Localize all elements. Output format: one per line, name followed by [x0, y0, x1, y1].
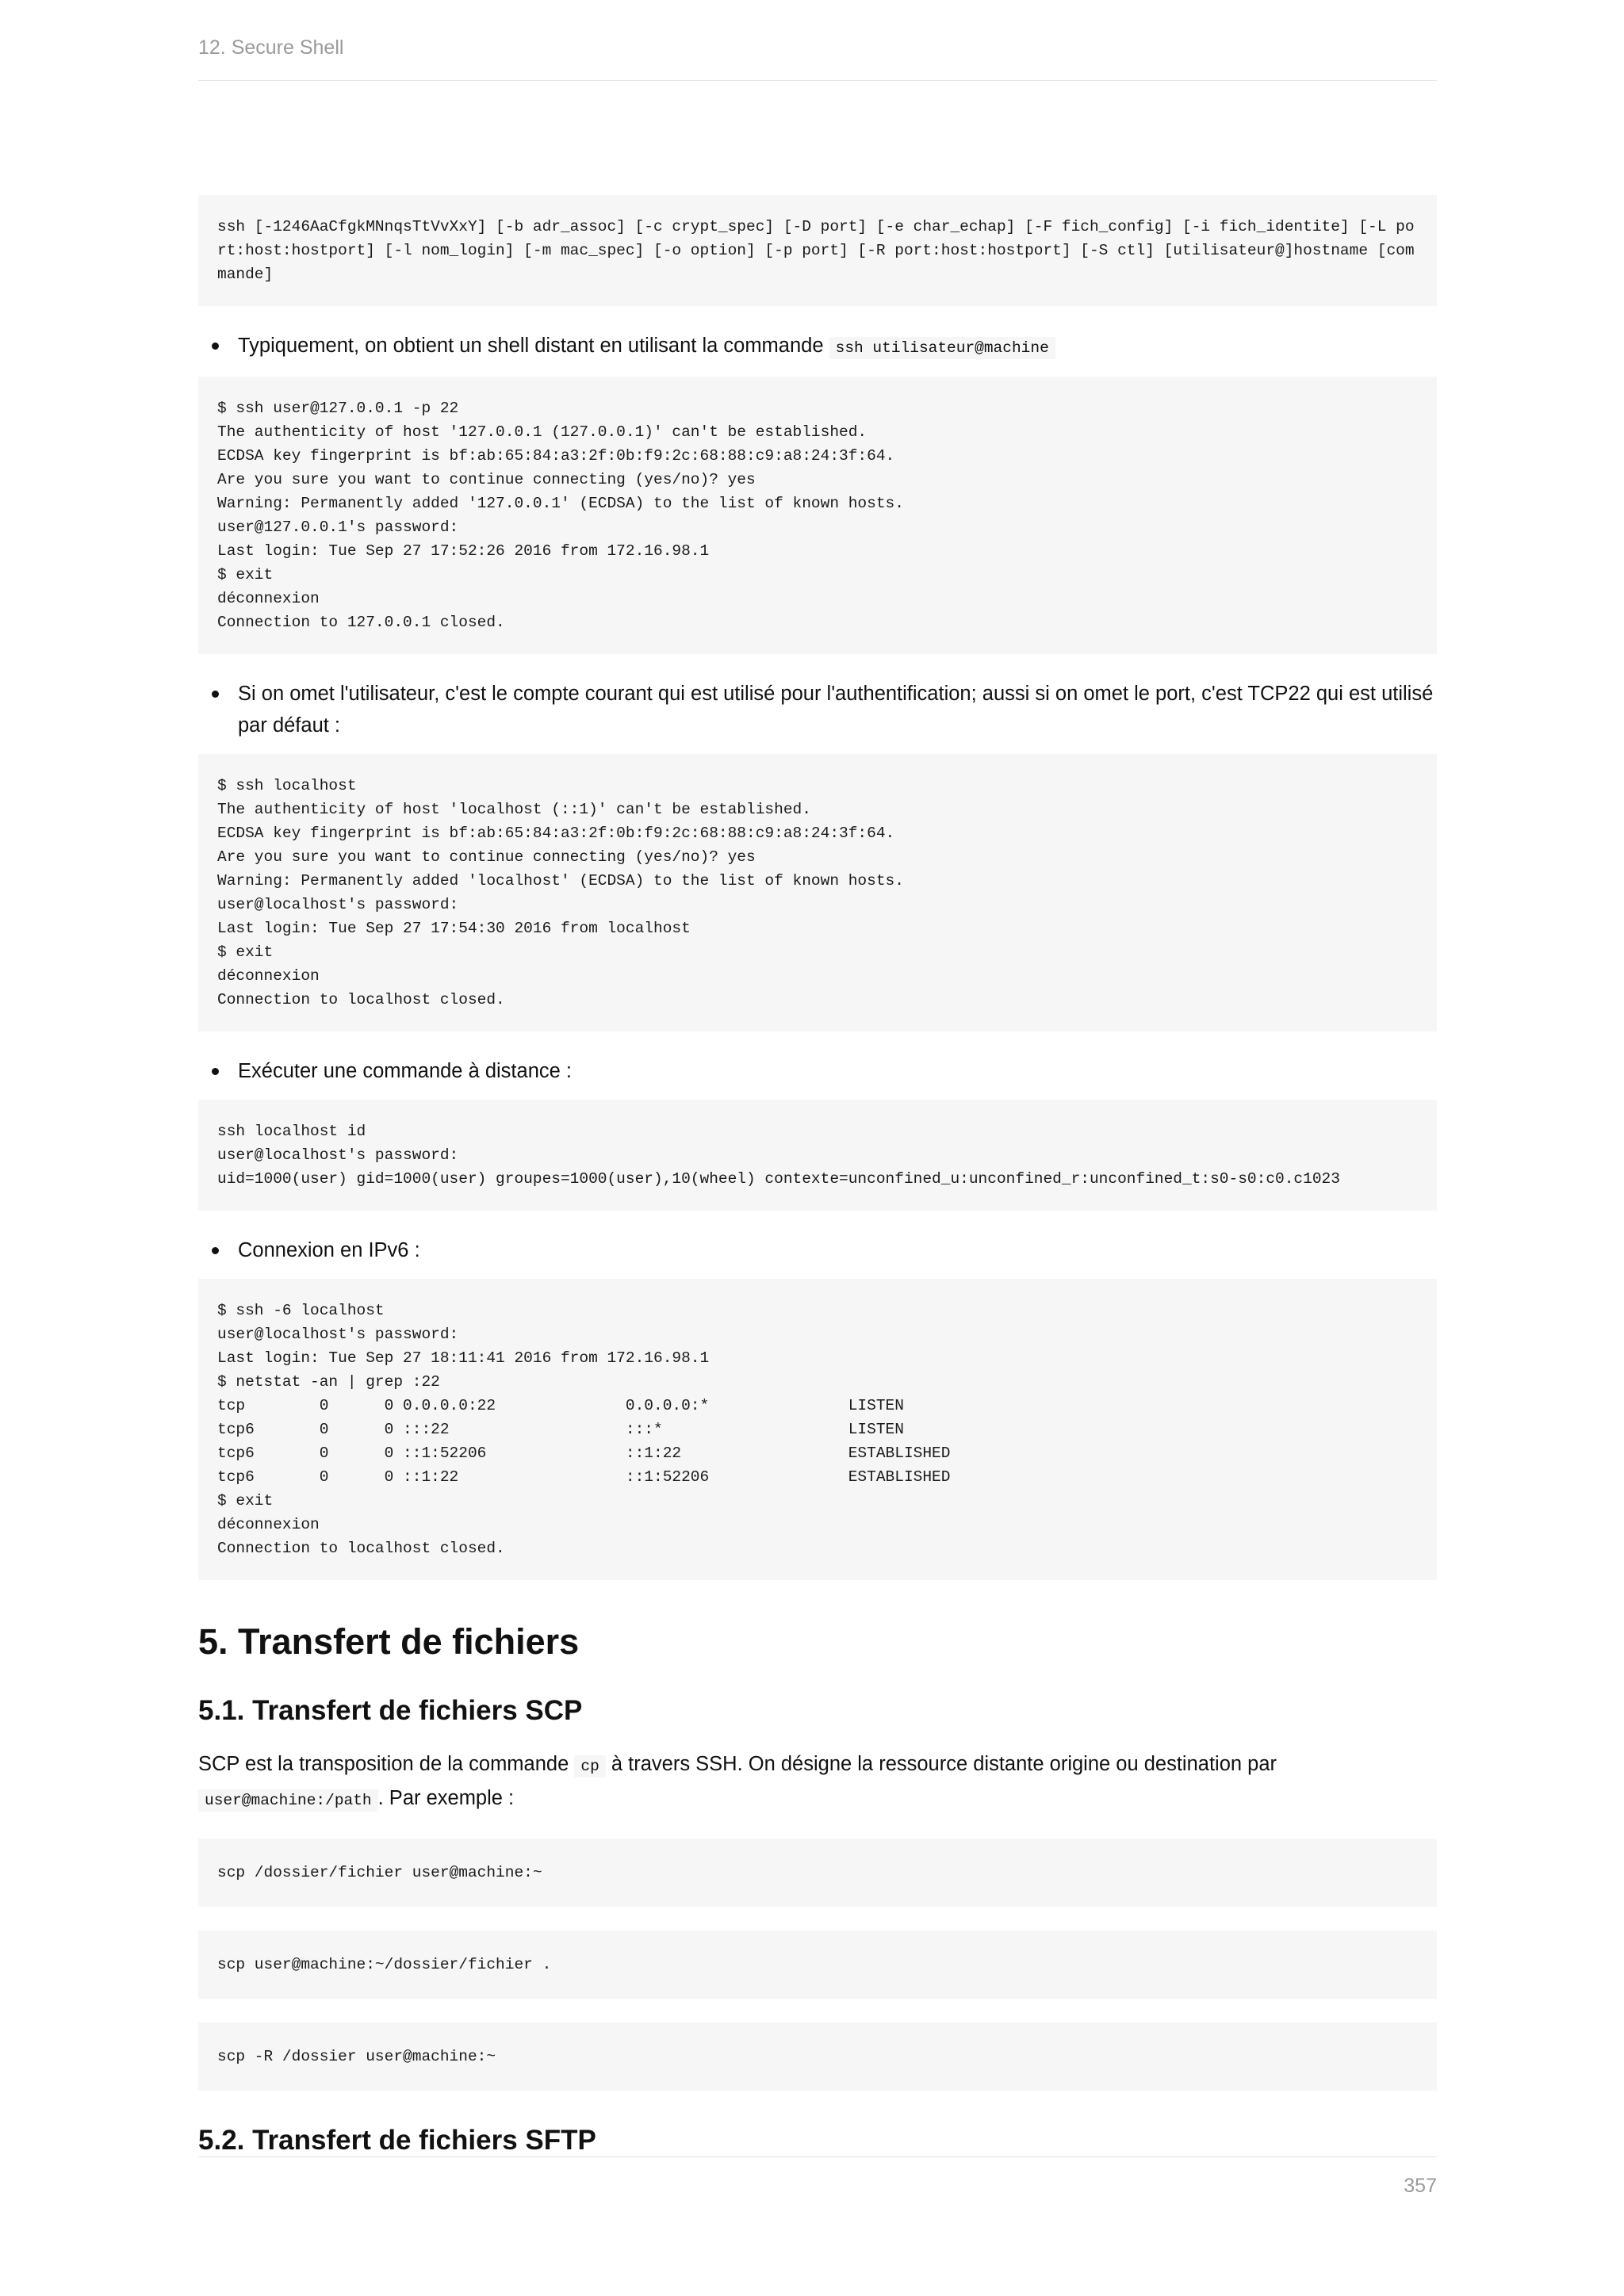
bullet-text: Connexion en IPv6 :: [238, 1239, 420, 1261]
inline-code: user@machine:/path: [198, 1789, 378, 1812]
bullet-text: Typiquement, on obtient un shell distant en utilisant la commande: [238, 335, 824, 357]
ssh-remote-shell-code-block: $ ssh user@127.0.0.1 -p 22 The authenticity of host '127.0.0.1 (127.0.0.1)' can't be established. ECDSA key fingerprint is bf:ab:65:84:a3:2f:0b:f9:2c:68:88:c9:a8:24:3f:64. Are you sure you want to continue connecting (yes/no)? yes Warning: Permanently added '127.0.0.1' (ECDSA) to the list of known hosts. user@127.0.0.1's password: Last login: Tue Sep 27 17:52:26 2016 from 172.16.98.1 $ exit déconnexion Connection to 127.0.0.1 closed.: [198, 377, 1437, 654]
bullet-list: [198, 1055, 1437, 1087]
bullet-list: [198, 1234, 1437, 1266]
page-number: 357: [1404, 2175, 1437, 2197]
paragraph-text: à travers SSH. On désigne la ressource distante origine ou destination par: [611, 1753, 1277, 1775]
subsection-heading: 5.1. Transfert de fichiers SCP: [198, 1695, 583, 1726]
list-item: [238, 330, 1437, 364]
document-page: [198, 0, 1437, 2296]
running-header: 12. Secure Shell: [198, 36, 344, 59]
scp-example-code-block: scp user@machine:~/dossier/fichier .: [198, 1931, 1437, 1999]
bullet-list: [198, 678, 1437, 741]
paragraph-text: SCP est la transposition de la commande: [198, 1753, 569, 1775]
inline-code: ssh utilisateur@machine: [829, 337, 1055, 359]
ssh-remote-command-code-block: ssh localhost id user@localhost's password: uid=1000(user) gid=1000(user) groupes=1000(user),10(wheel) contexte=unconfined_u:unconfined_r:unconfined_t:s0-s0:c0.c1023: [198, 1100, 1437, 1211]
header-divider: [198, 80, 1437, 81]
scp-example-code-block: scp /dossier/fichier user@machine:~: [198, 1839, 1437, 1907]
list-item: [238, 1055, 1437, 1087]
bullet-text: Si on omet l'utilisateur, c'est le compte courant qui est utilisé pour l'authentification; aussi si on omet le port, c'est TCP22 qui est utilisé par défaut :: [238, 683, 1434, 737]
bullet-list: [198, 330, 1437, 364]
section-heading: 5. Transfert de fichiers: [198, 1621, 580, 1662]
scp-description-paragraph: [198, 1748, 1437, 1816]
list-item: [238, 678, 1437, 741]
subsection-heading: 5.2. Transfert de fichiers SFTP: [198, 2125, 596, 2156]
scp-example-code-block: scp -R /dossier user@machine:~: [198, 2022, 1437, 2091]
inline-code: cp: [574, 1755, 605, 1777]
page-content: [198, 195, 1437, 2159]
ssh-synopsis-code-block: ssh [-1246AaCfgkMNnqsTtVvXxY] [-b adr_assoc] [-c crypt_spec] [-D port] [-e char_echap] [-F fich_config] [-i fich_identite] [-L port:host:hostport] [-l nom_login] [-m mac_spec] [-o option] [-p port] [-R port:host:hostport] [-S ctl] [utilisateur@]hostname [commande]: [198, 195, 1437, 306]
footer-divider: [198, 2156, 1437, 2157]
paragraph-text: . Par exemple :: [377, 1787, 515, 1809]
list-item: [238, 1234, 1437, 1266]
ssh-localhost-code-block: $ ssh localhost The authenticity of host 'localhost (::1)' can't be established. ECDSA key fingerprint is bf:ab:65:84:a3:2f:0b:f9:2c:68:88:c9:a8:24:3f:64. Are you sure you want to continue connecting (yes/no)? yes Warning: Permanently added 'localhost' (ECDSA) to the list of known hosts. user@localhost's password: Last login: Tue Sep 27 17:54:30 2016 from localhost $ exit déconnexion Connection to localhost closed.: [198, 754, 1437, 1031]
ssh-ipv6-code-block: $ ssh -6 localhost user@localhost's password: Last login: Tue Sep 27 18:11:41 2016 from 172.16.98.1 $ netstat -an | grep :22 tcp 0 0 0.0.0.0:22 0.0.0.0:* LISTEN tcp6 0 0 :::22 :::* LISTEN tcp6 0 0 ::1:52206 ::1:22 ESTABLISHED tcp6 0 0 ::1:22 ::1:52206 ESTABLISHED $ exit déconnexion Connection to localhost closed.: [198, 1279, 1437, 1580]
bullet-text: Exécuter une commande à distance :: [238, 1060, 572, 1082]
